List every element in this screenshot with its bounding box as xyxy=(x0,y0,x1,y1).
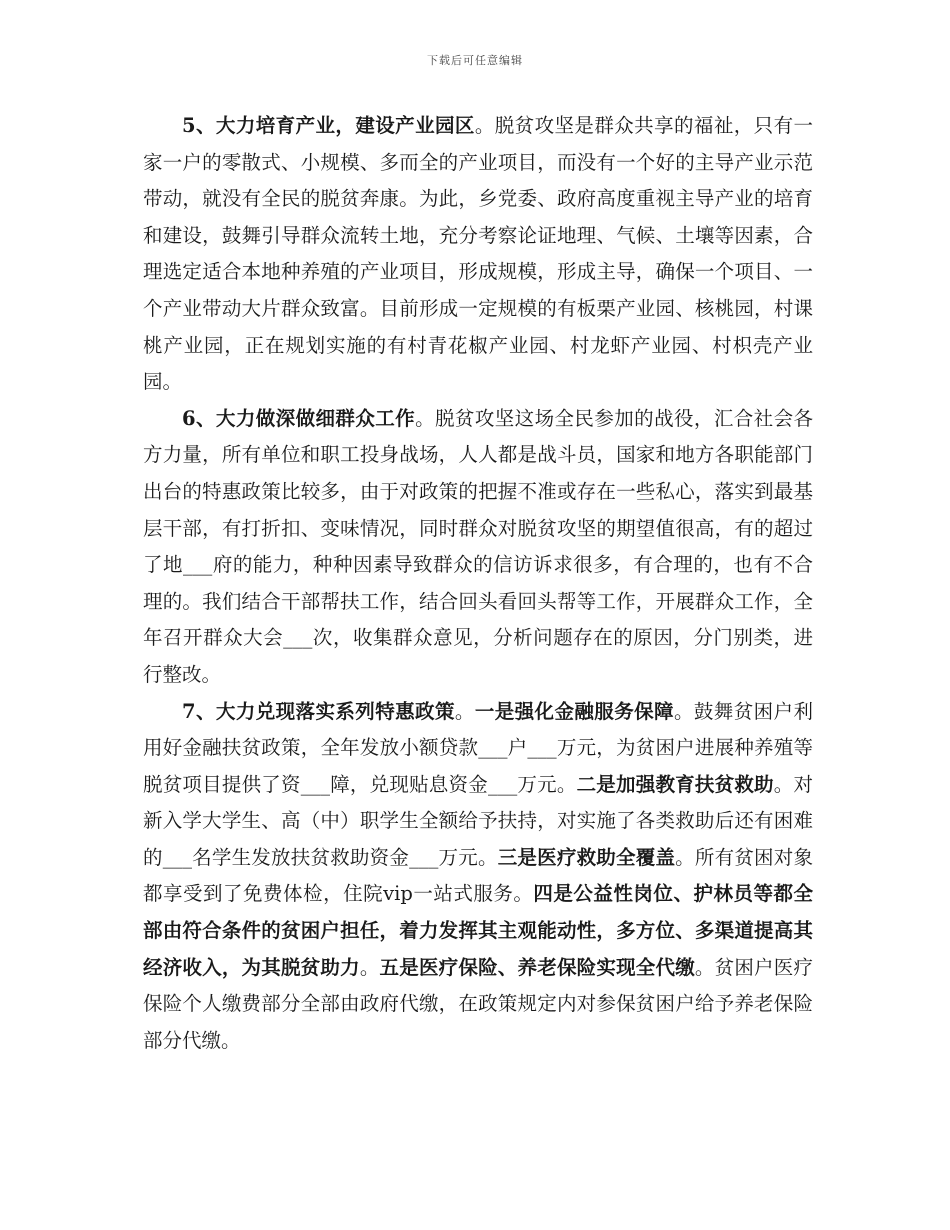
paragraph-text: 。对新入学大学生、高（中）职学生全额给予扶持，对实施了各类救助后还有困难的___名学生发放扶贫救助资金___万元。 xyxy=(143,772,813,869)
paragraph-text: 。鼓舞贫困户利用好金融扶贫政策，全年发放小额贷款___户___万元，为贫困户进展种养殖等脱贫项目提供了资___障，兑现贴息资金___万元。 xyxy=(143,699,813,796)
paragraph-heading: 5、大力培育产业，建设产业园区 xyxy=(182,114,475,137)
paragraph-text: 。贫困户医疗保险个人缴费部分全部由政府代缴，在政策规定内对参保贫困户给予养老保险部分代缴。 xyxy=(143,955,813,1052)
bold-phrase: 一是强化金融服务保障 xyxy=(474,699,674,723)
paragraph-heading: 7、大力兑现落实系列特惠政策 xyxy=(182,699,455,723)
paragraph-7 xyxy=(143,694,813,1060)
document-body xyxy=(143,108,813,1059)
bold-phrase: 二是加强教育扶贫救助 xyxy=(576,772,774,796)
paragraph-text: 。 xyxy=(359,955,380,979)
paragraph-text: 。脱贫攻坚这场全民参加的战役，汇合社会各方力量，所有单位和职工投身战场，人人都是战斗员，国家和地方各职能部门出台的特惠政策比较多，由于对政策的把握不准或存在一些私心，落实到最基层干部，有打折扣、变味情况，同时群众对脱贫攻坚的期望值很高，有的超过了地___府的能力，种种因素导致群众的信访诉求很多，有合理的，也有不合理的。我们结合干部帮扶工作，结合回头看回头帮等工作，开展群众工作，全年召开群众大会___次，收集群众意见，分析问题存在的原因，分门别类，进行整改。 xyxy=(143,406,813,686)
paragraph-6 xyxy=(143,401,813,694)
paragraph-text: 。 xyxy=(454,699,475,723)
paragraph-5 xyxy=(143,108,813,401)
page-header: 下载后可任意编辑 xyxy=(427,54,523,67)
paragraph-text: 。所有贫困对象都享受到了免费体检，住院vip一站式服务。 xyxy=(143,845,813,906)
bold-phrase: 四是公益性岗位、护林员等都全部由符合条件的贫困户担任，着力发挥其主观能动性，多方位、多渠道提高其经济收入，为其脱贫助力 xyxy=(143,882,813,979)
bold-phrase: 三是医疗救助全覆盖 xyxy=(497,845,676,869)
bold-phrase: 五是医疗保险、养老保险实现全代缴 xyxy=(379,955,695,979)
paragraph-text: 。脱贫攻坚是群众共享的福祉，只有一家一户的零散式、小规模、多而全的产业项目，而没有一个好的主导产业示范带动，就没有全民的脱贫奔康。为此，乡党委、政府高度重视主导产业的培育和建设，鼓舞引导群众流转土地，充分考察论证地理、气候、土壤等因素，合理选定适合本地种养殖的产业项目，形成规模，形成主导，确保一个项目、一个产业带动大片群众致富。目前形成一定规模的有板栗产业园、核桃园，村课桃产业园，正在规划实施的有村青花椒产业园、村龙虾产业园、村枳壳产业园。 xyxy=(143,114,813,394)
paragraph-heading: 6、大力做深做细群众工作 xyxy=(182,406,416,430)
